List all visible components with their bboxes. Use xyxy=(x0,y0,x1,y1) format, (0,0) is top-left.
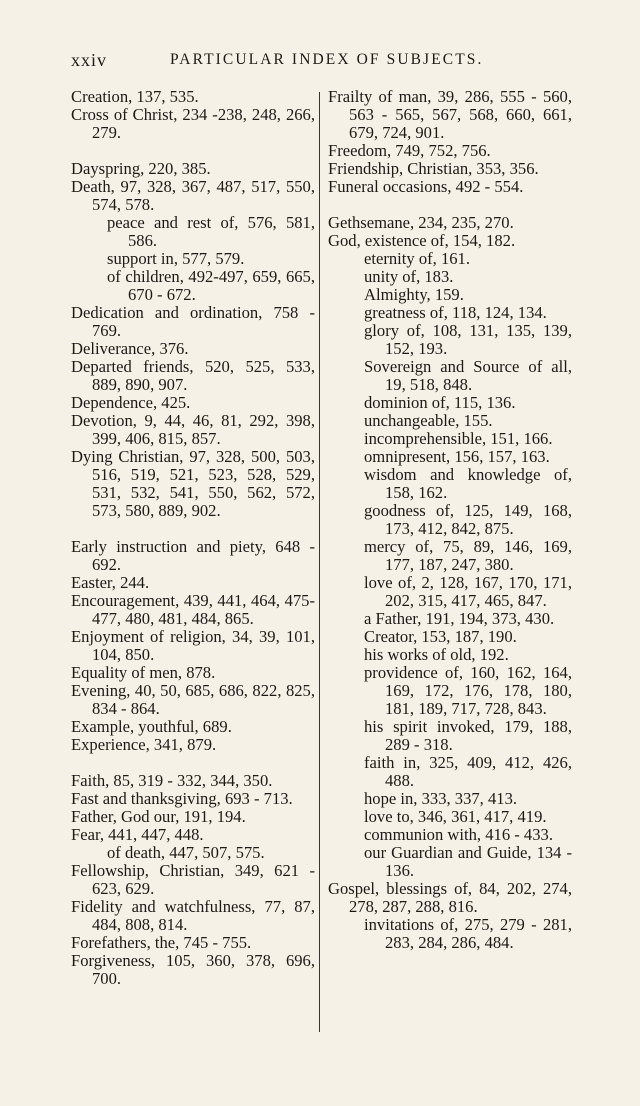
right-column xyxy=(328,88,572,952)
index-subentry: dominion of, 115, 136. xyxy=(364,393,516,412)
index-subentry: of children, 492-497, 659, 665, 670 - 672. xyxy=(107,267,315,304)
index-entry: Easter, 244. xyxy=(71,573,150,592)
index-subentry: omnipresent, 156, 157, 163. xyxy=(364,447,550,466)
index-subentry: unity of, 183. xyxy=(364,267,454,286)
index-entry: Creation, 137, 535. xyxy=(71,87,199,106)
index-entry: Fear, 441, 447, 448. xyxy=(71,825,204,844)
index-entry: Encouragement, 439, 441, 464, 475-477, 480, 481, 484, 865. xyxy=(71,591,315,628)
index-subentry: his spirit invoked, 179, 188, 289 - 318. xyxy=(364,717,572,754)
index-subentry: communion with, 416 - 433. xyxy=(364,825,553,844)
index-subentry: Creator, 153, 187, 190. xyxy=(364,627,517,646)
index-entry: Fast and thanksgiving, 693 - 713. xyxy=(71,789,293,808)
index-subentry: wisdom and knowledge of, 158, 162. xyxy=(364,465,572,502)
index-entry: Faith, 85, 319 - 332, 344, 350. xyxy=(71,771,273,790)
page-title: PARTICULAR INDEX OF SUBJECTS. xyxy=(170,51,484,68)
index-subentry: Almighty, 159. xyxy=(364,285,464,304)
column-divider xyxy=(319,92,320,1032)
index-entry: Death, 97, 328, 367, 487, 517, 550, 574, 578. xyxy=(71,177,315,214)
index-entry: Dying Christian, 97, 328, 500, 503, 516, 519, 521, 523, 528, 529, 531, 532, 541, 550, 562, 572, 573, 580, 889, 902. xyxy=(71,447,315,520)
index-subentry: greatness of, 118, 124, 134. xyxy=(364,303,547,322)
index-subentry: goodness of, 125, 149, 168, 173, 412, 842, 875. xyxy=(364,501,572,538)
index-subentry: unchangeable, 155. xyxy=(364,411,493,430)
index-entry: Father, God our, 191, 194. xyxy=(71,807,246,826)
index-subentry: a Father, 191, 194, 373, 430. xyxy=(364,609,555,628)
index-entry: Forefathers, the, 745 - 755. xyxy=(71,933,252,952)
index-entry: Gethsemane, 234, 235, 270. xyxy=(328,213,514,232)
index-subentry: mercy of, 75, 89, 146, 169, 177, 187, 247, 380. xyxy=(364,537,572,574)
left-column xyxy=(71,88,315,988)
index-entry: Deliverance, 376. xyxy=(71,339,189,358)
index-entry: Equality of men, 878. xyxy=(71,663,216,682)
index-subentry: eternity of, 161. xyxy=(364,249,470,268)
index-entry: Enjoyment of religion, 34, 39, 101, 104, 850. xyxy=(71,627,315,664)
index-subentry: our Guardian and Guide, 134 - 136. xyxy=(364,843,572,880)
index-entry: Experience, 341, 879. xyxy=(71,735,217,754)
index-entry: Departed friends, 520, 525, 533, 889, 890, 907. xyxy=(71,357,315,394)
index-entry: Frailty of man, 39, 286, 555 - 560, 563 - 565, 567, 568, 660, 661, 679, 724, 901. xyxy=(328,87,572,142)
index-entry: Dedication and ordination, 758 - 769. xyxy=(71,303,315,340)
index-entry: Dayspring, 220, 385. xyxy=(71,159,211,178)
index-subentry: hope in, 333, 337, 413. xyxy=(364,789,518,808)
index-entry: Cross of Christ, 234 -238, 248, 266, 279. xyxy=(71,105,315,142)
index-entry: Gospel, blessings of, 84, 202, 274, 278, 287, 288, 816. xyxy=(328,879,572,916)
section-gap xyxy=(328,196,572,214)
index-subentry: love of, 2, 128, 167, 170, 171, 202, 315, 417, 465, 847. xyxy=(364,573,572,610)
index-entry: Freedom, 749, 752, 756. xyxy=(328,141,491,160)
index-subentry: providence of, 160, 162, 164, 169, 172, 176, 178, 180, 181, 189, 717, 728, 843. xyxy=(364,663,572,718)
index-entry: Devotion, 9, 44, 46, 81, 292, 398, 399, 406, 815, 857. xyxy=(71,411,315,448)
section-gap xyxy=(71,142,315,160)
index-entry: Evening, 40, 50, 685, 686, 822, 825, 834 - 864. xyxy=(71,681,315,718)
section-gap xyxy=(71,754,315,772)
index-subentry: of death, 447, 507, 575. xyxy=(107,843,265,862)
index-subentry: support in, 577, 579. xyxy=(107,249,245,268)
index-subentry: faith in, 325, 409, 412, 426, 488. xyxy=(364,753,572,790)
section-gap xyxy=(71,520,315,538)
index-entry: Friendship, Christian, 353, 356. xyxy=(328,159,539,178)
index-entry: Funeral occasions, 492 - 554. xyxy=(328,177,524,196)
index-subentry: Sovereign and Source of all, 19, 518, 848. xyxy=(364,357,572,394)
index-entry: Forgiveness, 105, 360, 378, 696, 700. xyxy=(71,951,315,988)
index-entry: Fellowship, Christian, 349, 621 - 623, 629. xyxy=(71,861,315,898)
index-subentry: invitations of, 275, 279 - 281, 283, 284, 286, 484. xyxy=(364,915,572,952)
index-entry: God, existence of, 154, 182. xyxy=(328,231,516,250)
index-subentry: glory of, 108, 131, 135, 139, 152, 193. xyxy=(364,321,572,358)
index-entry: Dependence, 425. xyxy=(71,393,191,412)
index-entry: Example, youthful, 689. xyxy=(71,717,232,736)
index-entry: Early instruction and piety, 648 - 692. xyxy=(71,537,315,574)
index-subentry: love to, 346, 361, 417, 419. xyxy=(364,807,547,826)
index-subentry: his works of old, 192. xyxy=(364,645,509,664)
page-number: xxiv xyxy=(71,50,108,70)
index-subentry: incomprehensible, 151, 166. xyxy=(364,429,553,448)
index-subentry: peace and rest of, 576, 581, 586. xyxy=(107,213,315,250)
index-entry: Fidelity and watchfulness, 77, 87, 484, 808, 814. xyxy=(71,897,315,934)
